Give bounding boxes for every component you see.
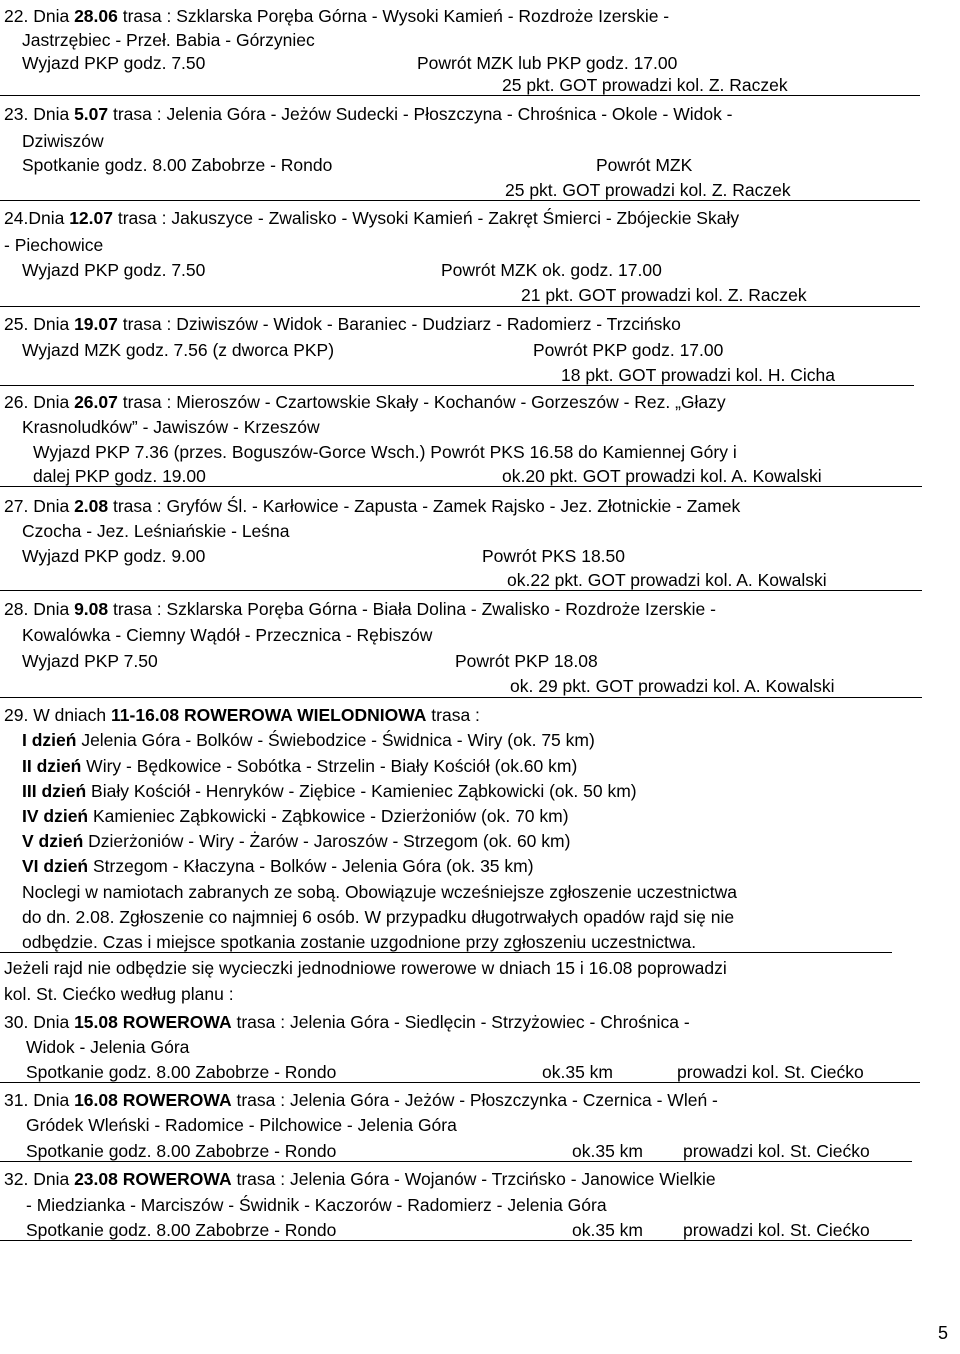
entry-26-divider xyxy=(0,486,922,487)
rally-note-2: do dn. 2.08. Zgłoszenie co najmniej 6 osób. W przypadku długotrwałych opadów rajd się nie xyxy=(22,907,735,927)
rally-stage-5: V dzień Dzierżoniów - Wiry - Żarów - Jaroszów - Strzegom (ok. 60 km) xyxy=(22,831,571,851)
bike-32-meeting: Spotkanie godz. 8.00 Zabobrze - Rondo xyxy=(26,1220,337,1240)
entry-24-departure: Wyjazd PKP godz. 7.50 xyxy=(22,260,206,280)
entry-22-return: Powrót MZK lub PKP godz. 17.00 xyxy=(417,53,678,73)
entry-26-transport: Wyjazd PKP 7.36 (przes. Boguszów-Gorce Wsch.) Powrót PKS 16.58 do Kamiennej Góry i xyxy=(33,442,737,462)
entry-27-divider xyxy=(0,590,922,591)
entry-27-route-cont: Czocha - Jez. Leśniańskie - Leśna xyxy=(22,521,290,541)
bike-31-divider xyxy=(0,1161,912,1162)
entry-28-departure: Wyjazd PKP 7.50 xyxy=(22,651,158,671)
bike-32-leader: prowadzi kol. St. Ciećko xyxy=(683,1220,870,1240)
entry-27-return: Powrót PKS 18.50 xyxy=(482,546,625,566)
entry-27-title: 27. Dnia 2.08 trasa : Gryfów Śl. - Karłowice - Zapusta - Zamek Rajsko - Jez. Złotnickie - Zamek xyxy=(4,496,741,516)
entry-23-title: 23. Dnia 5.07 trasa : Jelenia Góra - Jeżów Sudecki - Płoszczyna - Chrośnica - Okole - Widok - xyxy=(4,104,733,124)
bike-31-meeting: Spotkanie godz. 8.00 Zabobrze - Rondo xyxy=(26,1141,337,1161)
entry-28-title: 28. Dnia 9.08 trasa : Szklarska Poręba Górna - Biała Dolina - Zwalisko - Rozdroże Izerskie - xyxy=(4,599,716,619)
bike-31-route-cont: Gródek Wleński - Radomice - Pilchowice - Jelenia Góra xyxy=(26,1115,457,1135)
rally-note-3: odbędzie. Czas i miejsce spotkania zostanie uzgodnione przy zgłoszeniu uczestnictwa. xyxy=(22,932,697,952)
rally-stage-6: VI dzień Strzegom - Kłaczyna - Bolków - Jelenia Góra (ok. 35 km) xyxy=(22,856,534,876)
entry-28-return: Powrót PKP 18.08 xyxy=(455,651,598,671)
entry-23-footer: 25 pkt. GOT prowadzi kol. Z. Raczek xyxy=(505,180,791,200)
alt-note-2: kol. St. Ciećko według planu : xyxy=(4,984,234,1004)
entry-22-divider xyxy=(0,95,920,96)
entry-26-route-cont: Krasnoludków” - Jawiszów - Krzeszów xyxy=(22,417,320,437)
entry-24-return: Powrót MZK ok. godz. 17.00 xyxy=(441,260,662,280)
bike-30-route-cont: Widok - Jelenia Góra xyxy=(26,1037,190,1057)
entry-23-divider xyxy=(0,200,920,201)
bike-31-title: 31. Dnia 16.08 ROWEROWA trasa : Jelenia Góra - Jeżów - Płoszczynka - Czernica - Wleń - xyxy=(4,1090,718,1110)
entry-22-route-cont: Jastrzębiec - Przeł. Babia - Górzyniec xyxy=(22,30,315,50)
rally-title: 29. W dniach 11-16.08 ROWEROWA WIELODNIOWA trasa : xyxy=(4,705,480,725)
rally-divider xyxy=(0,952,892,953)
entry-22-footer: 25 pkt. GOT prowadzi kol. Z. Raczek xyxy=(502,75,788,95)
bike-32-distance: ok.35 km xyxy=(572,1220,643,1240)
entry-25-departure: Wyjazd MZK godz. 7.56 (z dworca PKP) xyxy=(22,340,335,360)
bike-30-distance: ok.35 km xyxy=(542,1062,613,1082)
rally-stage-3: III dzień Biały Kościół - Henryków - Ziębice - Kamieniec Ząbkowicki (ok. 50 km) xyxy=(22,781,637,801)
bike-32-title: 32. Dnia 23.08 ROWEROWA trasa : Jelenia Góra - Wojanów - Trzcińsko - Janowice Wielkie xyxy=(4,1169,716,1189)
entry-25-footer: 18 pkt. GOT prowadzi kol. H. Cicha xyxy=(561,365,835,385)
bike-32-divider xyxy=(0,1240,912,1241)
entry-23-return: Powrót MZK xyxy=(596,155,693,175)
page-number: 5 xyxy=(938,1323,949,1343)
bike-31-leader: prowadzi kol. St. Ciećko xyxy=(683,1141,870,1161)
entry-23-route-cont: Dziwiszów xyxy=(22,131,104,151)
entry-24-title: 24.Dnia 12.07 trasa : Jakuszyce - Zwalisko - Wysoki Kamień - Zakręt Śmierci - Zbójeckie Skały xyxy=(4,208,740,228)
entry-24-route-cont: - Piechowice xyxy=(4,235,104,255)
entry-22-title: 22. Dnia 28.06 trasa : Szklarska Poręba Górna - Wysoki Kamień - Rozdroże Izerskie - xyxy=(4,6,670,26)
entry-24-footer: 21 pkt. GOT prowadzi kol. Z. Raczek xyxy=(521,285,807,305)
entry-25-return: Powrót PKP godz. 17.00 xyxy=(533,340,724,360)
bike-30-divider xyxy=(0,1082,920,1083)
entry-27-footer: ok.22 pkt. GOT prowadzi kol. A. Kowalski xyxy=(507,570,827,590)
entry-25-title: 25. Dnia 19.07 trasa : Dziwiszów - Widok - Baraniec - Dudziarz - Radomierz - Trzcińsko xyxy=(4,314,681,334)
rally-stage-4: IV dzień Kamieniec Ząbkowicki - Ząbkowice - Dzierżoniów (ok. 70 km) xyxy=(22,806,569,826)
entry-22-departure: Wyjazd PKP godz. 7.50 xyxy=(22,53,206,73)
entry-26-footer: ok.20 pkt. GOT prowadzi kol. A. Kowalski xyxy=(502,466,822,486)
bike-30-meeting: Spotkanie godz. 8.00 Zabobrze - Rondo xyxy=(26,1062,337,1082)
entry-28-footer: ok. 29 pkt. GOT prowadzi kol. A. Kowalski xyxy=(510,676,835,696)
bike-30-title: 30. Dnia 15.08 ROWEROWA trasa : Jelenia Góra - Siedlęcin - Strzyżowiec - Chrośnica - xyxy=(4,1012,690,1032)
rally-stage-2: II dzień Wiry - Będkowice - Sobótka - Strzelin - Biały Kościół (ok.60 km) xyxy=(22,756,578,776)
alt-note-1: Jeżeli rajd nie odbędzie się wycieczki jednodniowe rowerowe w dniach 15 i 16.08 poprowadzi xyxy=(4,958,727,978)
entry-26-title: 26. Dnia 26.07 trasa : Mieroszów - Czartowskie Skały - Kochanów - Gorzeszów - Rez. „Głazy xyxy=(4,392,726,412)
bike-31-distance: ok.35 km xyxy=(572,1141,643,1161)
rally-note-1: Noclegi w namiotach zabranych ze sobą. Obowiązuje wcześniejsze zgłoszenie uczestnictwa xyxy=(22,882,737,902)
entry-25-divider xyxy=(0,385,914,386)
bike-32-route-cont: - Miedzianka - Marciszów - Świdnik - Kaczorów - Radomierz - Jelenia Góra xyxy=(26,1195,607,1215)
entry-28-divider xyxy=(0,697,922,698)
entry-26-departure: dalej PKP godz. 19.00 xyxy=(33,466,206,486)
entry-24-divider xyxy=(0,306,920,307)
bike-30-leader: prowadzi kol. St. Ciećko xyxy=(677,1062,864,1082)
entry-27-departure: Wyjazd PKP godz. 9.00 xyxy=(22,546,206,566)
entry-23-meeting: Spotkanie godz. 8.00 Zabobrze - Rondo xyxy=(22,155,333,175)
rally-stage-1: I dzień Jelenia Góra - Bolków - Świebodzice - Świdnica - Wiry (ok. 75 km) xyxy=(22,730,595,750)
entry-28-route-cont: Kowalówka - Ciemny Wądół - Przecznica - Rębiszów xyxy=(22,625,433,645)
